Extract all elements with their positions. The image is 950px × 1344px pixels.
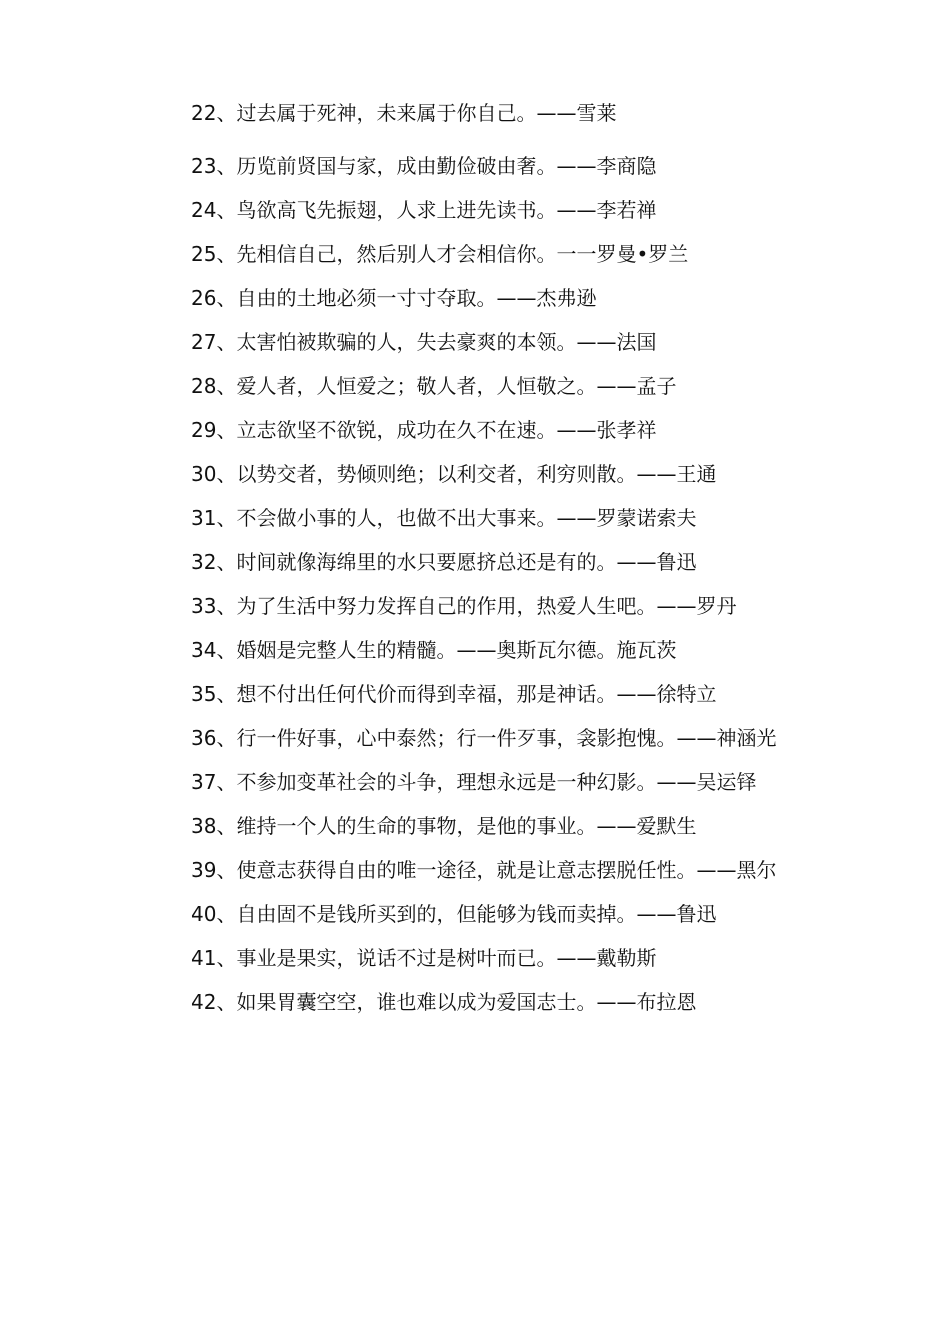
quote-list [147, 91, 797, 1024]
quote-item: 29、立志欲坚不欲锐，成功在久不在速。——张孝祥 [191, 418, 657, 442]
quote-item: 38、维持一个人的生命的事物，是他的事业。——爱默生 [191, 814, 697, 838]
quote-item: 23、历览前贤国与家，成由勤俭破由奢。——李商隐 [191, 154, 657, 178]
quote-item: 27、太害怕被欺骗的人，失去豪爽的本领。——法国 [191, 330, 657, 354]
quote-item: 35、想不付出任何代价而得到幸福，那是神话。——徐特立 [191, 682, 717, 706]
quote-item: 37、不参加变革社会的斗争，理想永远是一种幻影。——吴运铎 [191, 770, 757, 794]
quote-item: 31、不会做小事的人，也做不出大事来。——罗蒙诺索夫 [191, 506, 697, 530]
quote-item: 40、自由固不是钱所买到的，但能够为钱而卖掉。——鲁迅 [191, 902, 717, 926]
quote-item: 32、时间就像海绵里的水只要愿挤总还是有的。——鲁迅 [191, 550, 697, 574]
quote-item: 30、以势交者，势倾则绝；以利交者，利穷则散。——王通 [191, 462, 717, 486]
quote-item: 24、鸟欲高飞先振翅，人求上进先读书。——李若禅 [191, 198, 657, 222]
quote-item: 42、如果胃囊空空，谁也难以成为爱国志士。——布拉恩 [191, 990, 697, 1014]
quote-item: 34、婚姻是完整人生的精髓。——奥斯瓦尔德。施瓦茨 [191, 638, 677, 662]
quote-item: 22、过去属于死神，未来属于你自己。——雪莱 [191, 101, 617, 125]
quote-item: 41、事业是果实，说话不过是树叶而已。——戴勒斯 [191, 946, 657, 970]
quote-item: 39、使意志获得自由的唯一途径，就是让意志摆脱任性。——黑尔 [191, 858, 777, 882]
quote-item: 25、先相信自己，然后别人才会相信你。一一罗曼•罗兰 [191, 242, 689, 266]
quote-item: 33、为了生活中努力发挥自己的作用，热爱人生吧。——罗丹 [191, 594, 737, 618]
quote-item: 36、行一件好事，心中泰然；行一件歹事，衾影抱愧。——神涵光 [191, 726, 777, 750]
quote-item: 28、爱人者，人恒爱之；敬人者，人恒敬之。——孟子 [191, 374, 677, 398]
quote-item: 26、自由的土地必须一寸寸夺取。——杰弗逊 [191, 286, 597, 310]
